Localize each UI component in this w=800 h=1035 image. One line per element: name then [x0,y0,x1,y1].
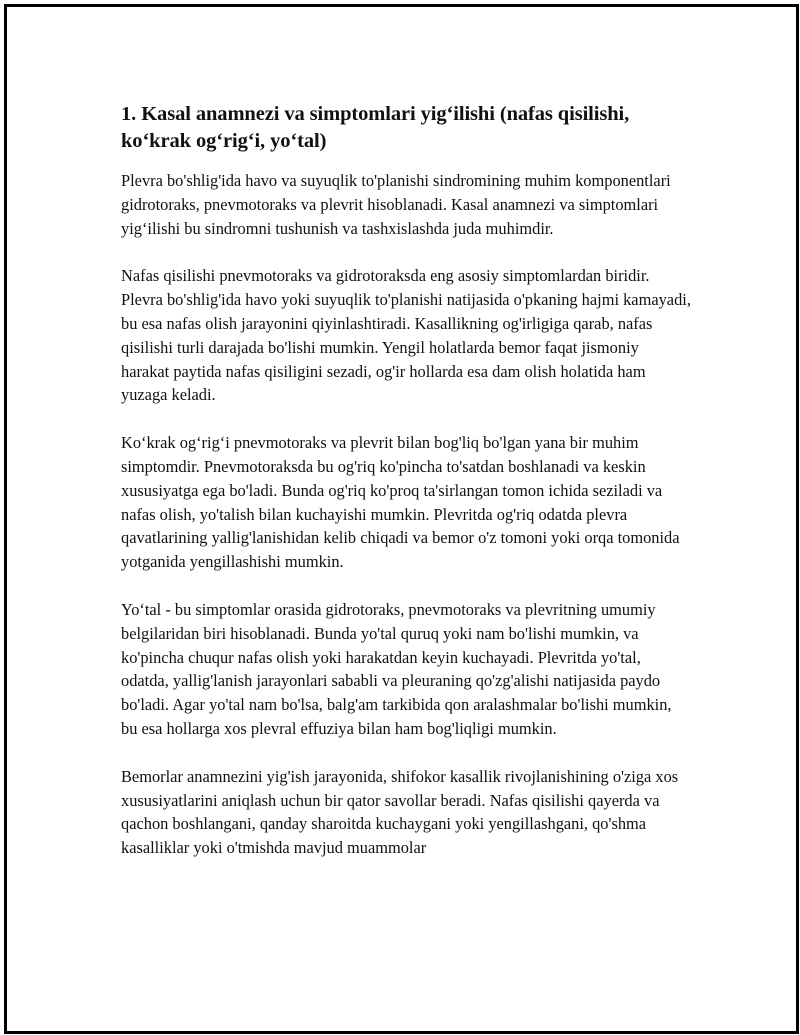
page-frame [4,4,799,1034]
paragraph-4: Yo‘tal - bu simptomlar orasida gidrotoraks, pnevmotoraks va plevritning umumiy belgilaridan biri hisoblanadi. Bunda yo'tal quruq yoki nam bo'lishi mumkin, va ko'pincha chuqur nafas olish yoki harakatdan keyin kuchayadi. Plevritda yo'tal, odatda, yallig'lanish jarayonlari sababli va pleuraning qo'zg'alishi natijasida paydo bo'ladi. Agar yo'tal nam bo'lsa, balg'am tarkibida qon aralashmalar bo'lishi mumkin, bu esa hollarga xos plevral effuziya bilan ham bog'liqligi mumkin. [121,599,672,738]
section-heading: 1. Kasal anamnezi va simptomlari yig‘ilishi (nafas qisilishi, ko‘krak og‘rig‘i, yo‘tal) [121,103,630,152]
paragraph-2: Nafas qisilishi pnevmotoraks va gidrotoraksda eng asosiy simptomlardan biridir. Plevra bo'shlig'ida havo yoki suyuqlik to'planishi natijasida o'pkaning hajmi kamayadi, bu esa nafas olish jarayonini qiyinlashtiradi. Kasallikning og'irligiga qarab, nafas qisilishi turli darajada bo'lishi mumkin. Yengil holatlarda bemor faqat jismoniy harakat paytida nafas qisiligini sezadi, og'ir hollarda esa dam olish holatida ham yuzaga keladi. [121,266,691,405]
paragraph-3: Ko‘krak og‘rig‘i pnevmotoraks va plevrit bilan bog'liq bo'lgan yana bir muhim simptomdir. Pnevmotoraksda bu og'riq ko'pincha to'satdan boshlanadi va keskin xususiyatga ega bo'ladi. Bunda og'riq ko'proq ta'sirlangan tomon ichida seziladi va nafas olish, yo'talish bilan kuchayishi mumkin. Plevritda og'riq odatda plevra qavatlarining yallig'lanishidan kelib chiqadi va bemor o'z tomoni yoki orqa tomonida yotganida yengillashishi mumkin. [121,433,680,572]
paragraph-1: Plevra bo'shlig'ida havo va suyuqlik to'planishi sindromining muhim komponentlari gidrotoraks, pnevmotoraks va plevrit hisoblanadi. Kasal anamnezi va simptomlari yig‘ilishi bu sindromni tushunish va tashxislashda juda muhimdir. [121,171,671,238]
document-body [121,101,691,884]
paragraph-5: Bemorlar anamnezini yig'ish jarayonida, shifokor kasallik rivojlanishining o'ziga xos xususiyatlarini aniqlash uchun bir qator savollar beradi. Nafas qisilishi qayerda va qachon boshlangani, qanday sharoitda kuchaygani yoki yengillashgani, qo'shma kasalliklar yoki o'tmishda mavjud muammolar [121,766,679,858]
